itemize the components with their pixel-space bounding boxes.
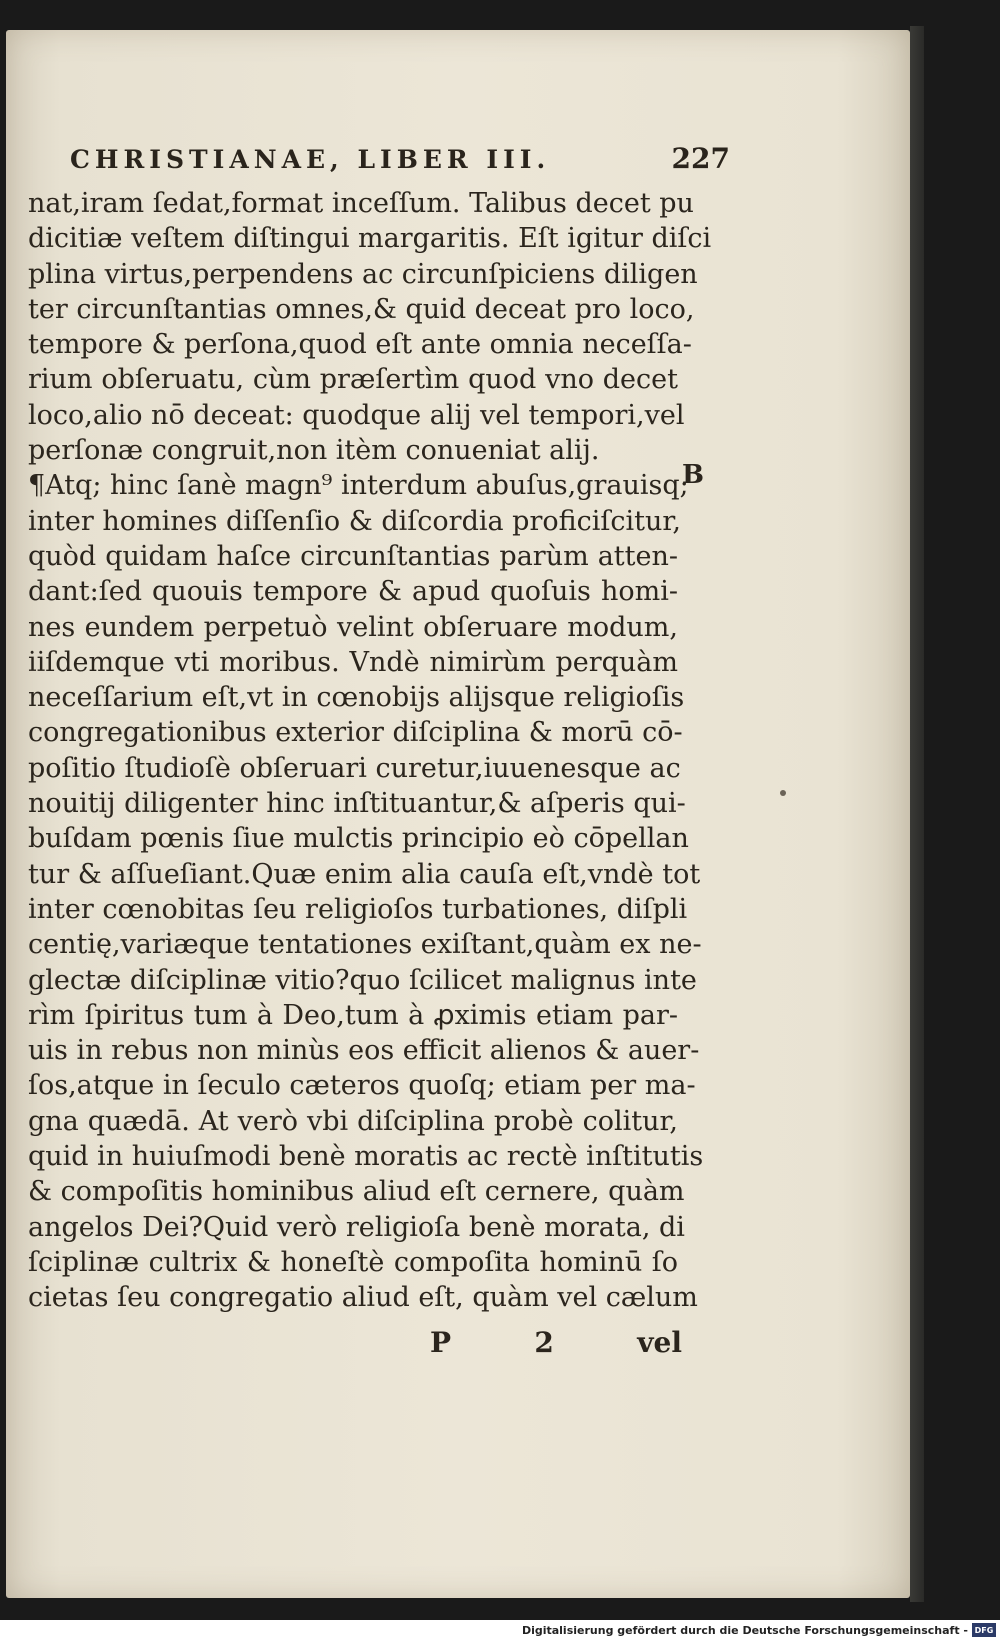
text-line: & compoſitis hominibus aliud eſt cernere, quàm <box>28 1176 685 1208</box>
catchwords <box>430 1326 682 1359</box>
text-line: iiſdemque vti moribus. Vndè nimirùm perquàm <box>28 646 678 678</box>
text-line: ter circunſtantias omnes,& quid deceat pro loco, <box>28 293 695 325</box>
text-line: loco,alio nō deceat: quodque alij vel tempori,vel <box>28 399 685 431</box>
text-line: angelos Dei?Quid verò religioſa benè morata, di <box>28 1211 685 1243</box>
text-line: nat,iram ſedat,format inceſſum. Talibus decet pu <box>28 188 694 219</box>
page-edge <box>910 26 924 1602</box>
text-line: rium obſeruatu, cùm præſertìm quod vno decet <box>28 364 678 396</box>
signature-mark: P <box>430 1326 452 1359</box>
text-line: buſdam pœnis ſiue mulctis principio eò cōpellan <box>28 823 689 855</box>
text-line: congregationibus exterior diſciplina & morū cō- <box>28 717 683 749</box>
text-line: dant:ſed quouis tempore & apud quoſuis homi- <box>28 576 678 608</box>
text-line: ſos,atque in ſeculo cæteros quoſq; etiam per ma- <box>28 1070 696 1102</box>
text-line: gna quædā. At verò vbi diſciplina probè colitur, <box>28 1105 678 1137</box>
funding-note: Digitalisierung gefördert durch die Deutsche Forschungsgemeinschaft - <box>521 1624 968 1637</box>
dfg-logo: DFG <box>972 1623 996 1637</box>
text-line: centię,variæque tentationes exiſtant,quàm ex ne- <box>28 929 702 961</box>
text-line: quid in huiuſmodi benè moratis ac rectè inſtitutis <box>28 1141 704 1173</box>
text-line: poſitio ſtudioſè obſeruari curetur,iuuenesque ac <box>28 752 681 784</box>
margin-note: B <box>682 460 704 490</box>
text-line: ſciplinæ cultrix & honeſtè compoſita hominū ſo <box>28 1246 678 1278</box>
text-line: inter homines diſſenſio & diſcordia proficiſcitur, <box>28 505 681 537</box>
signature-number: 2 <box>534 1326 554 1359</box>
text-line: cietas ſeu congregatio aliud eſt, quàm vel cælum <box>28 1282 698 1314</box>
text-line: dicitiæ veſtem diſtingui margaritis. Eſt igitur diſci <box>28 223 712 255</box>
text-line: perſonæ congruit,non itèm conueniat alij. <box>28 435 600 467</box>
text-line: tur & aſſueſiant.Quæ enim alia cauſa eſt,vndè tot <box>28 858 701 890</box>
page-number: 227 <box>671 142 730 175</box>
running-head <box>70 142 730 175</box>
text-line: inter cœnobitas ſeu religioſos turbationes, diſpli <box>28 893 688 925</box>
text-line: quòd quidam haſce circunſtantias parùm atten- <box>28 540 678 572</box>
text-line: glectæ diſciplinæ vitio?quo ſcilicet malignus inte <box>28 964 697 996</box>
text-line: plina virtus,perpendens ac circunſpiciens diligen <box>28 258 698 290</box>
text-line: nouitij diligenter hinc inſtituantur,& aſperis qui- <box>28 788 686 820</box>
text-line: tempore & perſona,quod eſt ante omnia neceſſa- <box>28 329 692 361</box>
text-line: nes eundem perpetuò velint obſeruare modum, <box>28 611 678 643</box>
running-title: CHRISTIANAE, LIBER III. <box>70 145 551 174</box>
text-line: rìm ſpiritus tum à Deo,tum à ꝓximis etiam par- <box>28 999 678 1031</box>
text-line: uis in rebus non minùs eos efficit alienos & auer- <box>28 1035 700 1067</box>
text-line: ¶Atq; hinc ſanè magn⁹ interdum abuſus,grauisq; <box>28 470 689 502</box>
text-line: neceſſarium eſt,vt in cœnobijs alijsque religioſis <box>28 682 685 714</box>
catchword: vel <box>637 1326 682 1359</box>
paper-speck <box>780 790 786 796</box>
body-text <box>28 186 712 1316</box>
